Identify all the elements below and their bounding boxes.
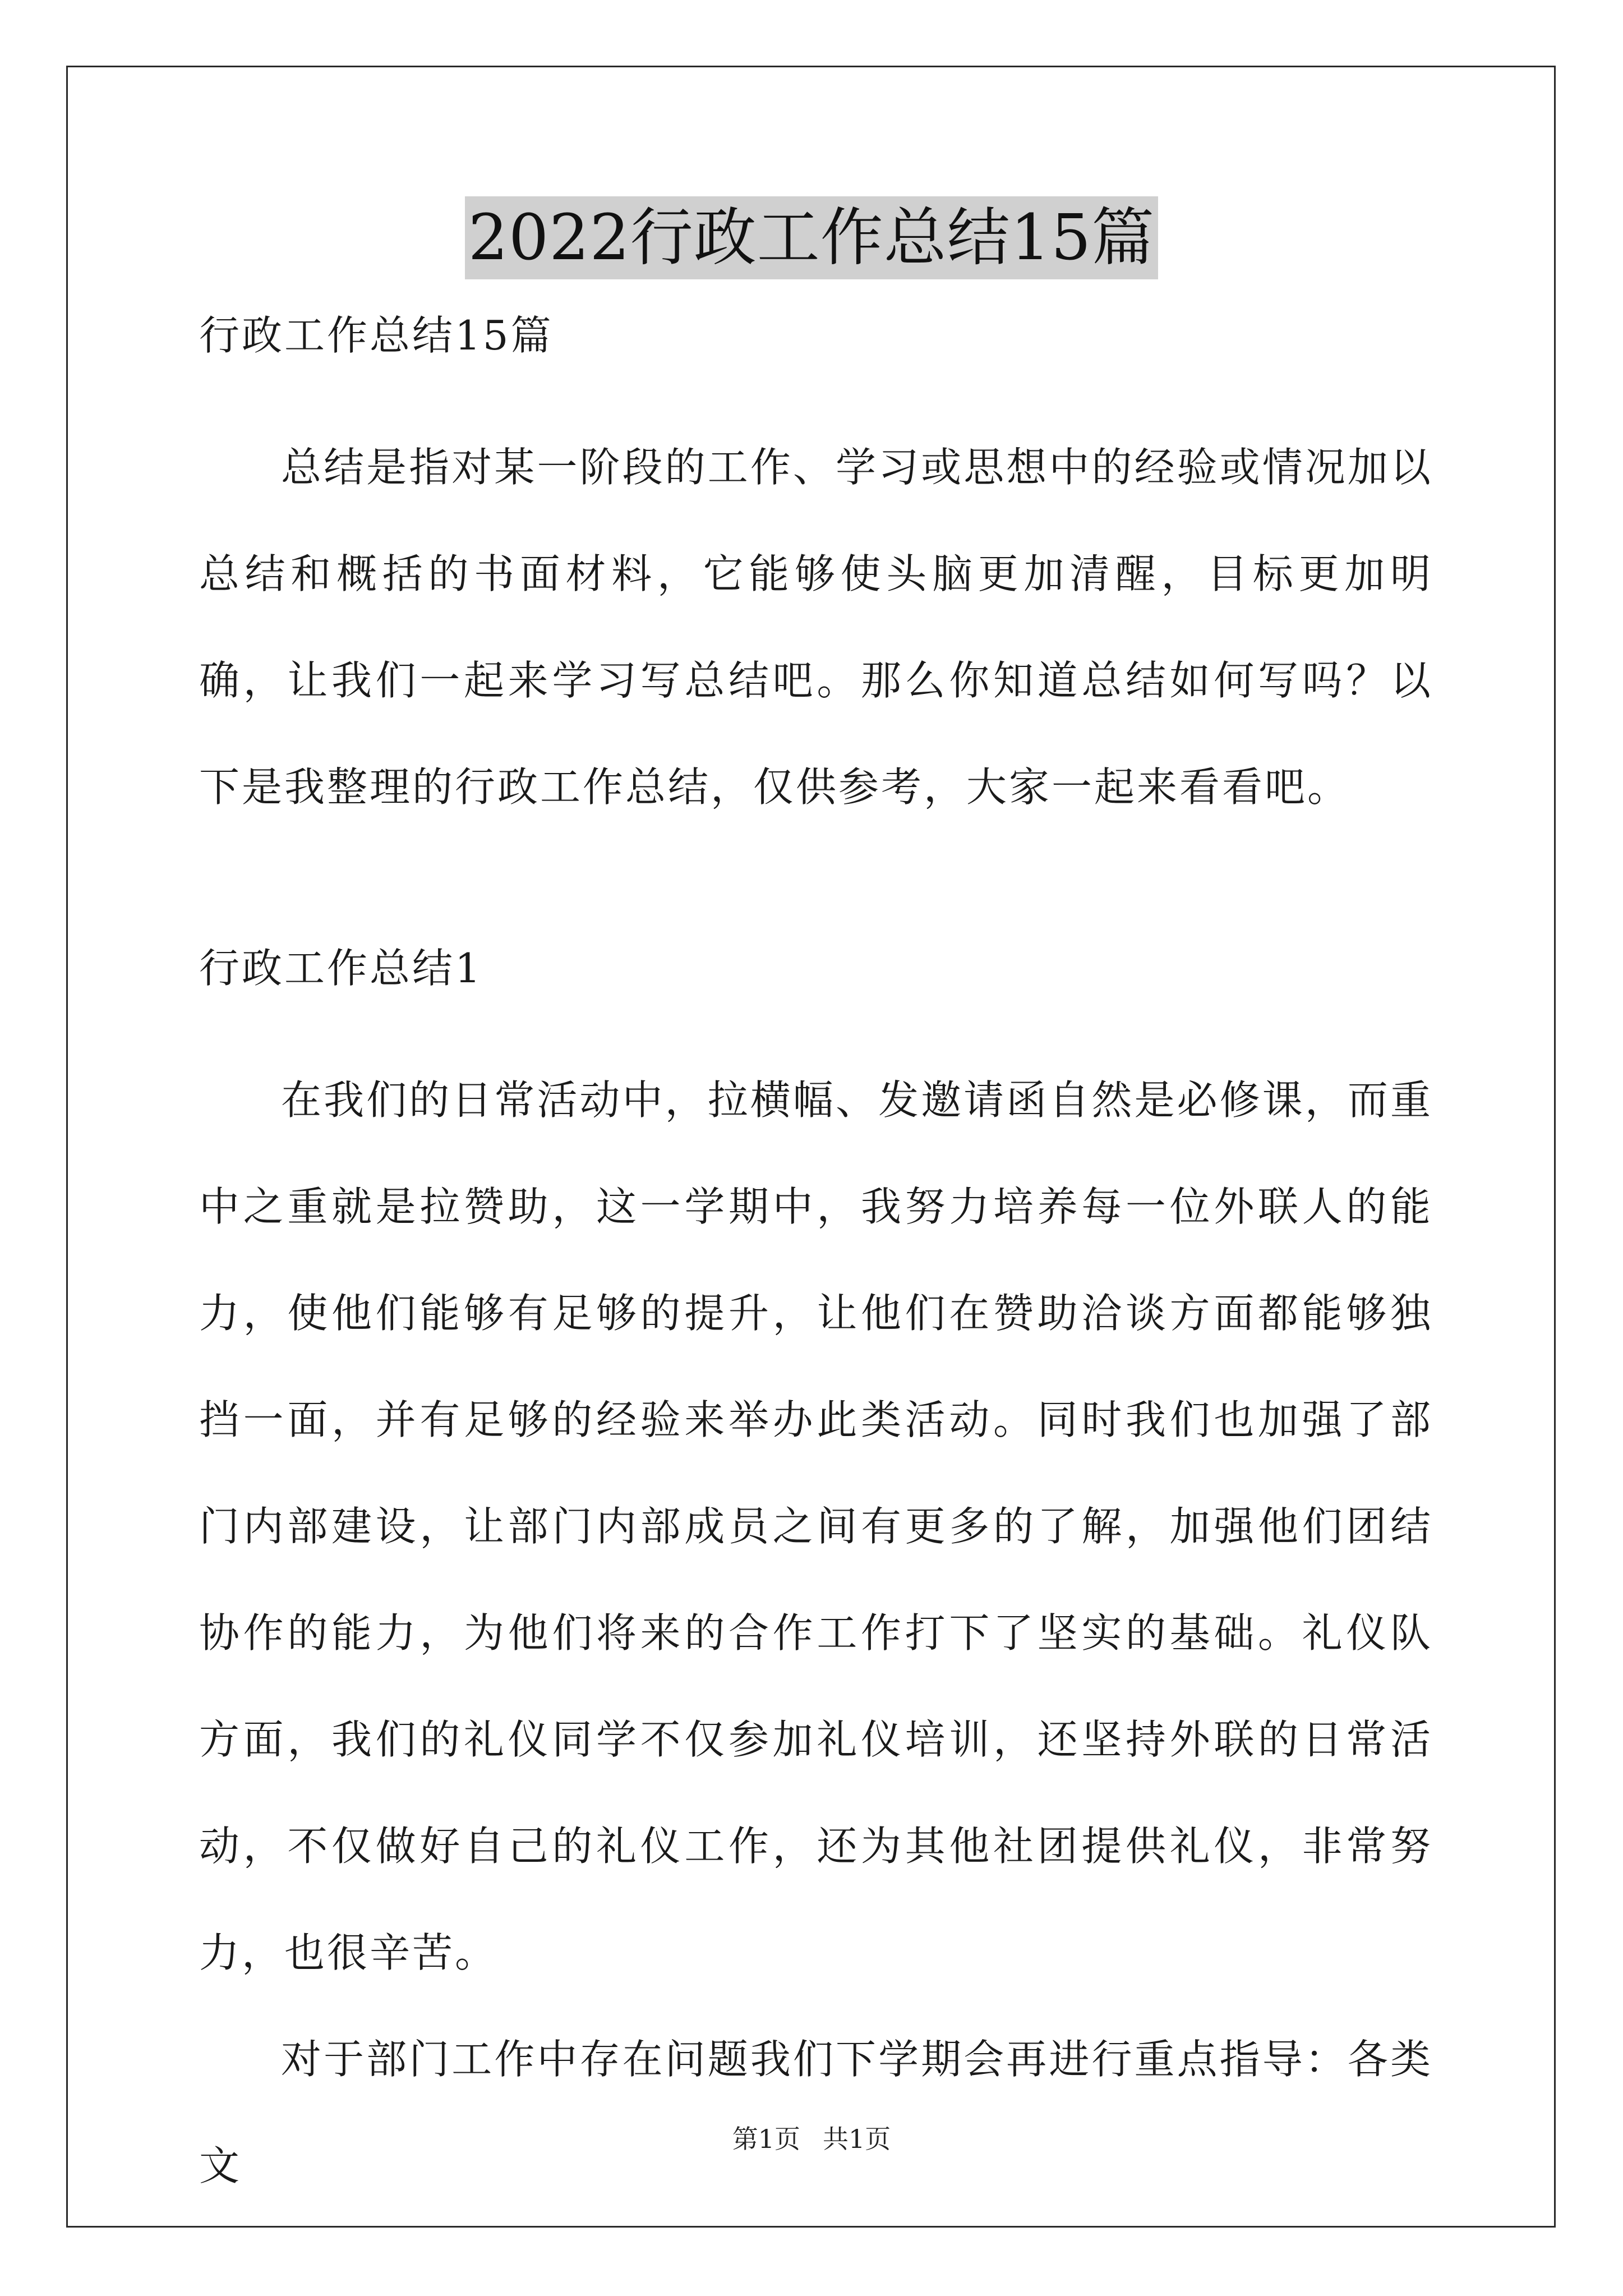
section1-paragraph-1: 在我们的日常活动中，拉横幅、发邀请函自然是必修课，而重中之重就是拉赞助，这一学期中，我努力培养每一位外联人的能力，使他们能够有足够的提升，让他们在赞助洽谈方面都能够独挡一面，并有足够的经验来举办此类活动。同时我们也加强了部门内部建设，让部门内部成员之间有更多的了解，加强他们团结协作的能力，为他们将来的合作工作打下了坚实的基础。礼仪队方面，我们的礼仪同学不仅参加礼仪培训，还坚持外联的日常活动，不仅做好自己的礼仪工作，还为其他社团提供礼仪，非常努力，也很辛苦。 xyxy=(199,1076,1433,1976)
page-number-total: 共1页 xyxy=(823,2124,891,2154)
document-title: 2022行政工作总结15篇 xyxy=(465,196,1159,279)
section1-paragraph-2: 对于部门工作中存在问题我们下学期会再进行重点指导：各类文 xyxy=(199,2036,1433,2189)
intro-paragraph: 总结是指对某一阶段的工作、学习或思想中的经验或情况加以总结和概括的书面材料，它能够使头脑更加清醒，目标更加明确，让我们一起来学习写总结吧。那么你知道总结如何写吗？以下是我整理的行政工作总结，仅供参考，大家一起来看看吧。 xyxy=(199,444,1433,811)
section-heading-1: 行政工作总结1 xyxy=(199,945,483,992)
document-subtitle: 行政工作总结15篇 xyxy=(199,312,554,359)
title-container xyxy=(0,196,1623,279)
page-number-current: 第1页 xyxy=(732,2124,800,2154)
page-footer xyxy=(0,2122,1623,2156)
section-spacer xyxy=(199,840,1433,940)
document-body xyxy=(199,307,1433,2219)
